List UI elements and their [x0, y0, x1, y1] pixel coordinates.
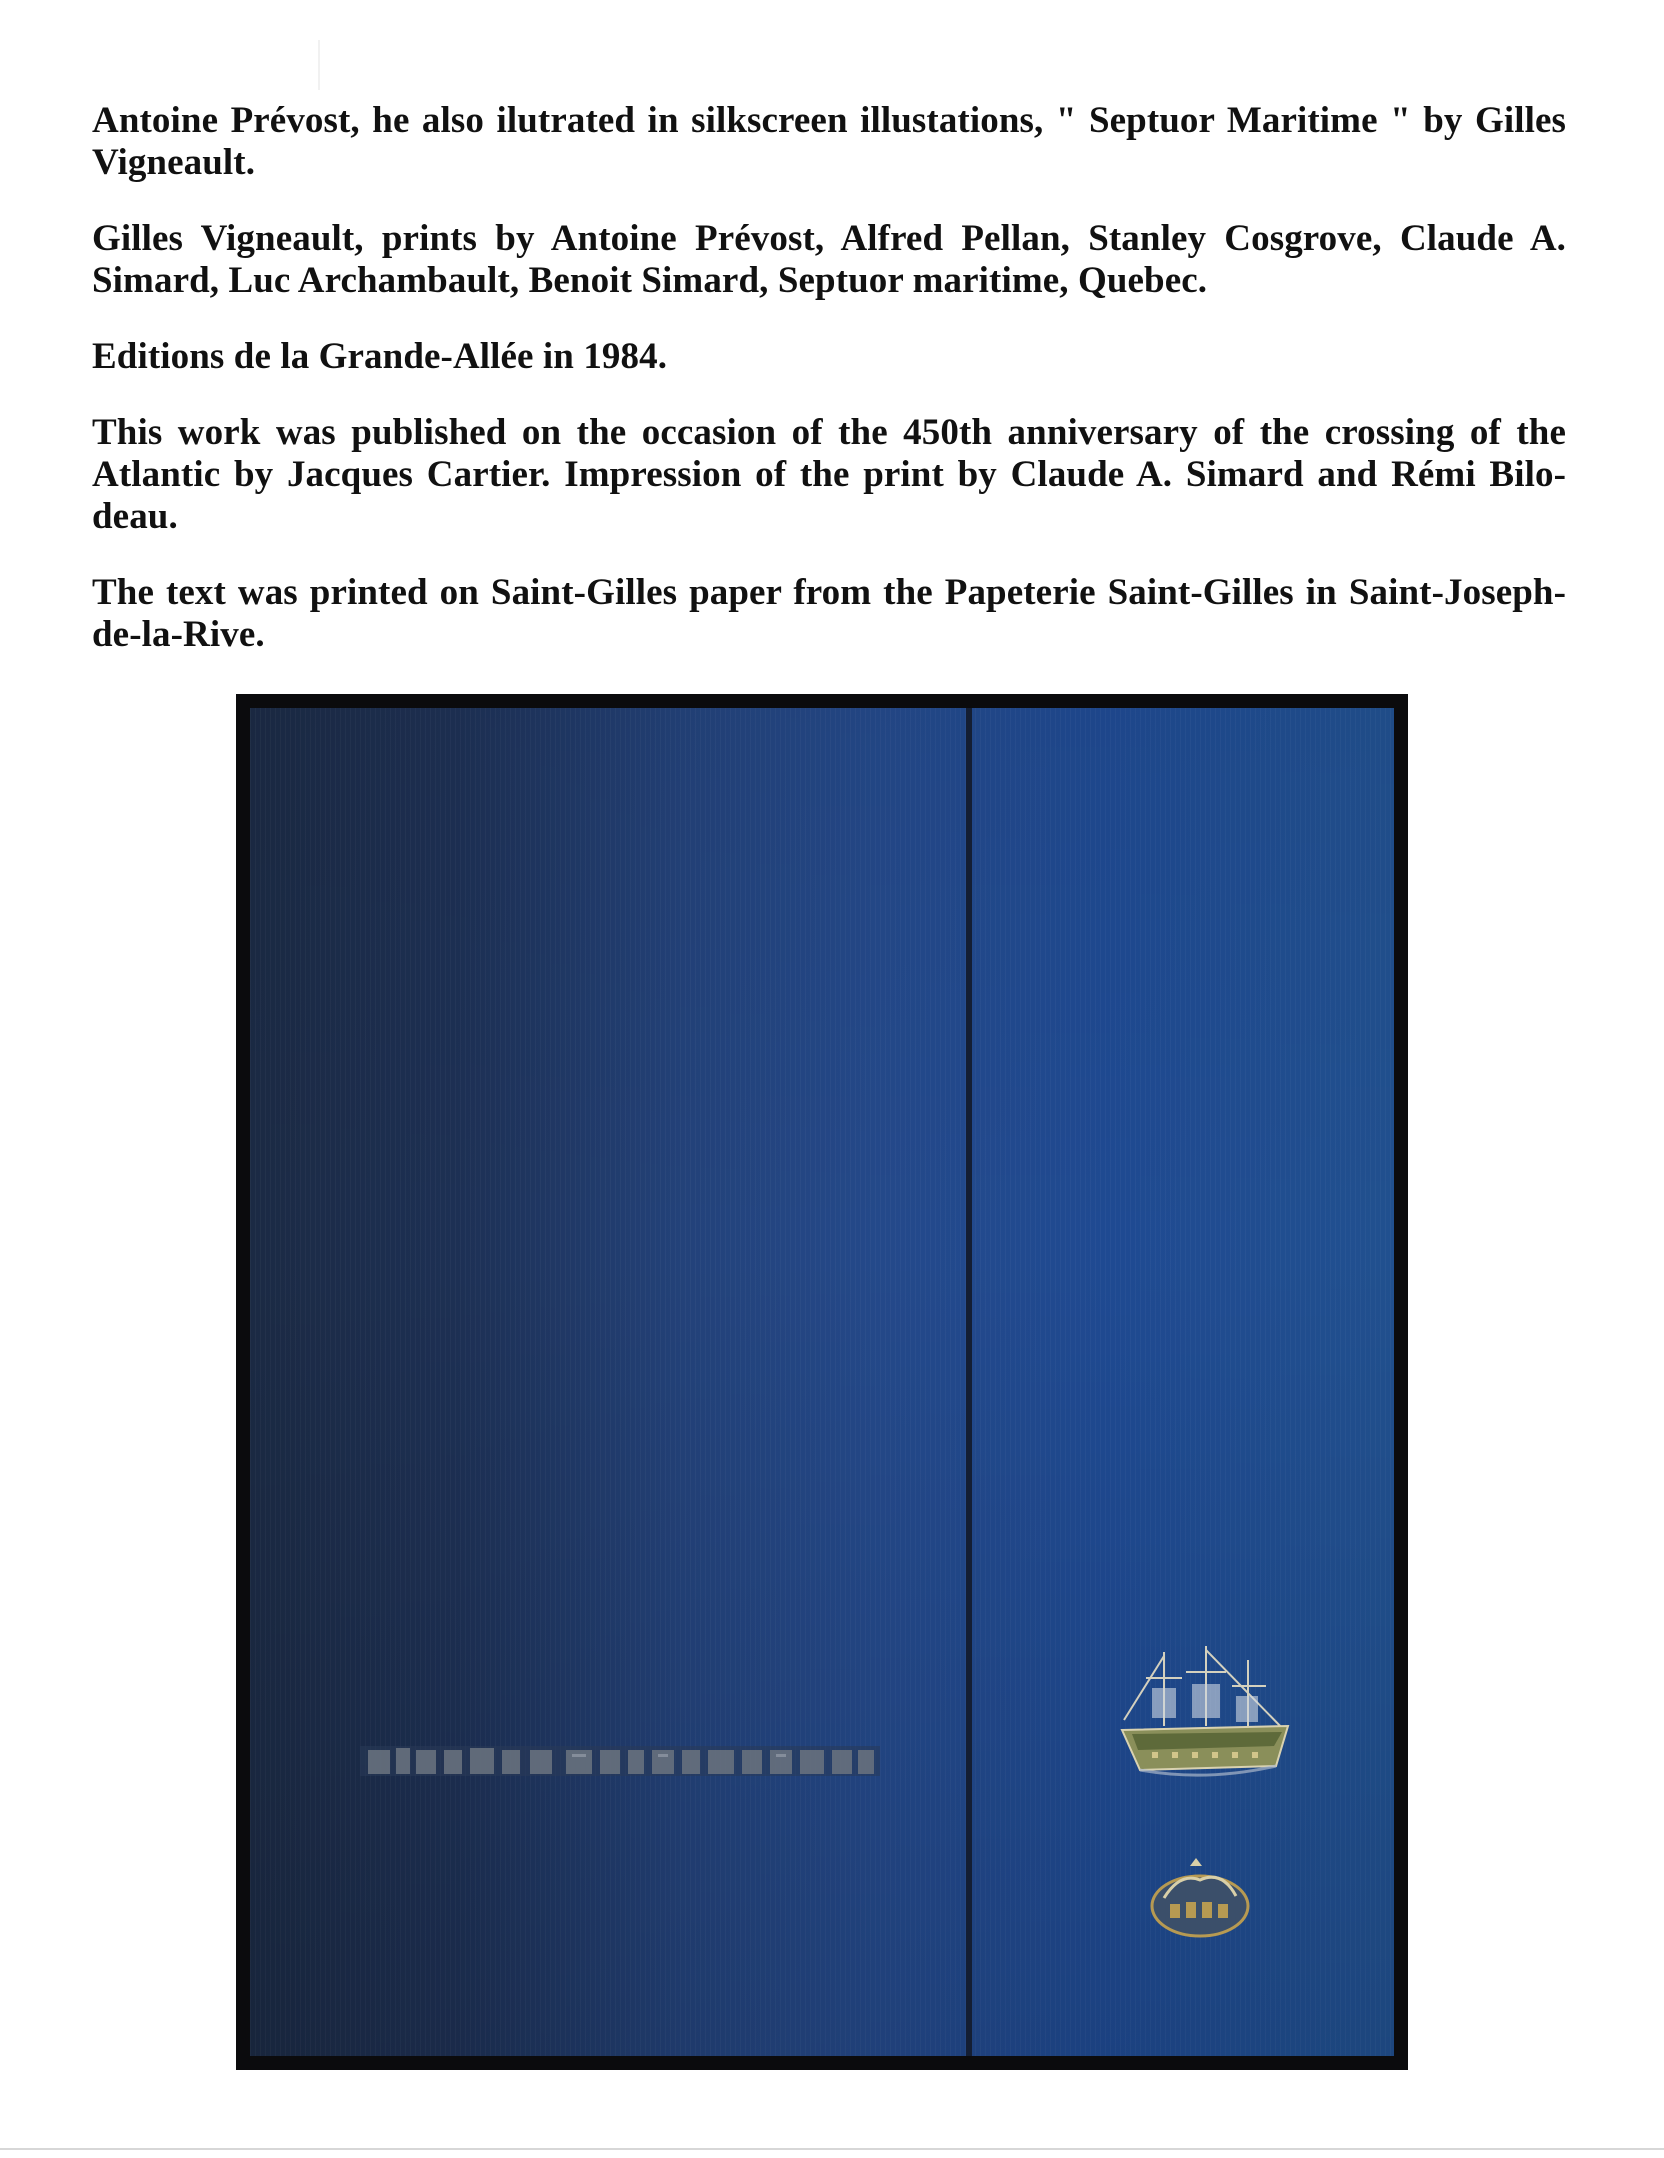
ship-emblem-icon: [1116, 1642, 1296, 1792]
page-bottom-rule: [0, 2148, 1664, 2150]
paragraph-paper: The text was printed on Saint-Gilles paper from the Papeterie Saint-Gilles in Saint-Joseph-de-la-Rive.: [92, 572, 1566, 655]
cover-title-lettering: [360, 1738, 880, 1782]
paragraph-occasion: This work was published on the occasion of the 450th anniversary of the crossing of the Atlantic by Jacques Cartier. Impression of the print by Claude A. Simard and Rémi Bilo-deau.: [92, 412, 1566, 537]
book-cover-photo: [236, 694, 1408, 2070]
book-cover: [250, 708, 1394, 2056]
paragraph-publisher: Editions de la Grande-Allée in 1984.: [92, 336, 668, 377]
text-block: [92, 100, 1566, 690]
cover-fold-line: [966, 708, 972, 2056]
paragraph-illustrator: Antoine Prévost, he also ilutrated in silkscreen illustations, " Septuor Maritime " by Gilles Vigneault.: [92, 100, 1566, 183]
paragraph-contributors: Gilles Vigneault, prints by Antoine Prévost, Alfred Pellan, Stanley Cosgrove, Claude A. Simard, Luc Archambault, Benoit Simard, Septuor maritime, Quebec.: [92, 218, 1566, 301]
seal-emblem-icon: [1140, 1858, 1260, 1948]
scan-mark: [318, 40, 320, 90]
